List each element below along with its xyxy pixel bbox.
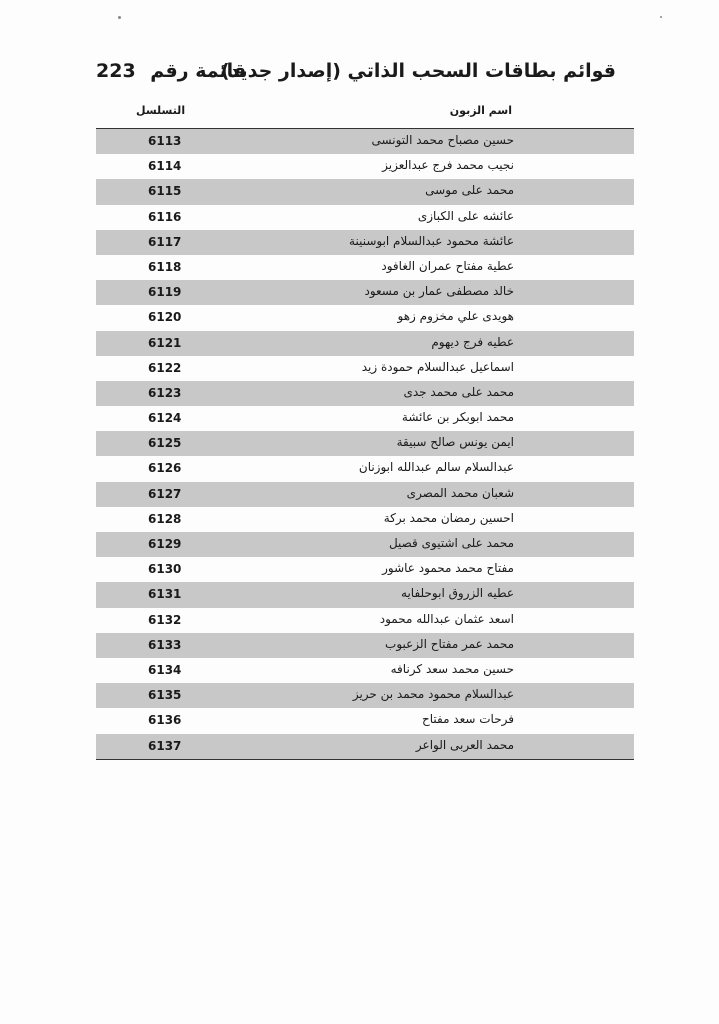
customer-name-cell: محمد ابوبكر بن عائشة	[401, 410, 514, 425]
serial-cell: 6115	[148, 184, 182, 199]
table-row	[96, 482, 634, 507]
serial-cell: 6121	[148, 335, 182, 350]
customer-name-cell: فرحات سعد مفتاح	[421, 712, 514, 727]
customer-table	[96, 128, 634, 760]
serial-cell: 6114	[148, 159, 182, 174]
table-row	[96, 734, 634, 759]
list-number: 223	[96, 60, 136, 82]
customer-name-cell: محمد على محمد جدى	[403, 384, 514, 399]
serial-cell: 6116	[148, 209, 182, 224]
serial-cell: 6133	[148, 637, 182, 652]
serial-cell: 6130	[148, 562, 182, 577]
table-row	[96, 356, 634, 381]
customer-name-cell: عطية مفتاح عمران الغافود	[381, 258, 514, 273]
serial-cell: 6117	[148, 234, 182, 249]
customer-name-cell: عائشة محمود عبدالسلام ابوسنينة	[349, 233, 514, 248]
customer-name-cell: محمد عمر مفتاح الزعبوب	[385, 636, 514, 651]
serial-cell: 6137	[148, 738, 182, 753]
serial-cell: 6120	[148, 310, 182, 325]
customer-name-cell: عطيه فرج ديهوم	[431, 334, 514, 349]
customer-name-cell: اسماعيل عبدالسلام حمودة زيد	[361, 359, 514, 374]
table-row	[96, 683, 634, 708]
table-row	[96, 658, 634, 683]
serial-cell: 6119	[148, 285, 182, 300]
serial-cell: 6129	[148, 537, 182, 551]
table-row	[96, 305, 634, 330]
scan-speck	[118, 16, 121, 19]
serial-cell: 6132	[148, 612, 182, 627]
table-row	[96, 708, 634, 733]
table-row	[96, 381, 634, 406]
table-row	[96, 129, 634, 154]
customer-name-cell: ايمن يونس صالح سبيقة	[396, 435, 514, 450]
serial-cell: 6134	[148, 662, 182, 677]
serial-cell: 6136	[148, 713, 182, 728]
customer-name-cell: حسين محمد سعد كرنافه	[390, 661, 514, 676]
table-row	[96, 608, 634, 633]
customer-name-cell: احسين رمضان محمد بركة	[383, 510, 514, 525]
table-row	[96, 205, 634, 230]
table-row	[96, 507, 634, 532]
customer-name-cell: محمد على موسى	[425, 183, 514, 198]
document-title: قوائم بطاقات السحب الذاتي (إصدار جديد)	[220, 60, 616, 82]
list-number-label	[96, 60, 246, 82]
serial-cell: 6127	[148, 486, 182, 501]
serial-cell: 6131	[148, 587, 182, 602]
customer-name-cell: هويدى علي مخزوم زهو	[397, 309, 514, 324]
serial-cell: 6126	[148, 461, 182, 476]
table-row	[96, 431, 634, 456]
customer-name-cell: عطيه الزروق ابوحلفايه	[401, 586, 514, 601]
scan-speck	[660, 16, 662, 18]
customer-name-cell: مفتاح محمد محمود عاشور	[382, 561, 514, 576]
table-row	[96, 557, 634, 582]
list-label-text: قائمة رقم	[150, 60, 247, 82]
customer-name-cell: نجيب محمد فرج عبدالعزيز	[382, 158, 514, 173]
serial-cell: 6113	[148, 134, 182, 148]
table-row	[96, 456, 634, 481]
serial-cell: 6124	[148, 411, 182, 426]
serial-cell: 6122	[148, 360, 182, 375]
table-row	[96, 331, 634, 356]
table-row	[96, 255, 634, 280]
header-serial: التسلسل	[136, 104, 186, 117]
table-row	[96, 230, 634, 255]
table-row	[96, 179, 634, 204]
table-row	[96, 154, 634, 179]
customer-name-cell: اسعد عثمان عبدالله محمود	[379, 611, 514, 626]
table-row	[96, 582, 634, 607]
customer-name-cell: محمد على اشتيوى قصيل	[388, 536, 514, 550]
serial-cell: 6123	[148, 385, 182, 400]
customer-name-cell: عبدالسلام محمود محمد بن حريز	[352, 687, 514, 702]
customer-name-cell: محمد العربى الواعر	[415, 737, 514, 752]
table-row	[96, 280, 634, 305]
serial-cell: 6125	[148, 436, 182, 451]
table-row	[96, 532, 634, 557]
customer-name-cell: خالد مصطفى عمار بن مسعود	[364, 284, 514, 299]
serial-cell: 6118	[148, 259, 182, 274]
header-customer-name: اسم الزبون	[449, 104, 512, 117]
table-row	[96, 406, 634, 431]
customer-name-cell: حسين مصباح محمد التونسى	[371, 133, 514, 147]
table-headers	[96, 100, 634, 122]
customer-name-cell: شعبان محمد المصرى	[406, 485, 514, 500]
customer-name-cell: عائشه على الكبازى	[417, 208, 514, 223]
customer-name-cell: عبدالسلام سالم عبدالله ابوزنان	[358, 460, 514, 475]
title-bar	[96, 60, 616, 90]
table-row	[96, 633, 634, 658]
serial-cell: 6135	[148, 688, 182, 703]
serial-cell: 6128	[148, 511, 182, 526]
